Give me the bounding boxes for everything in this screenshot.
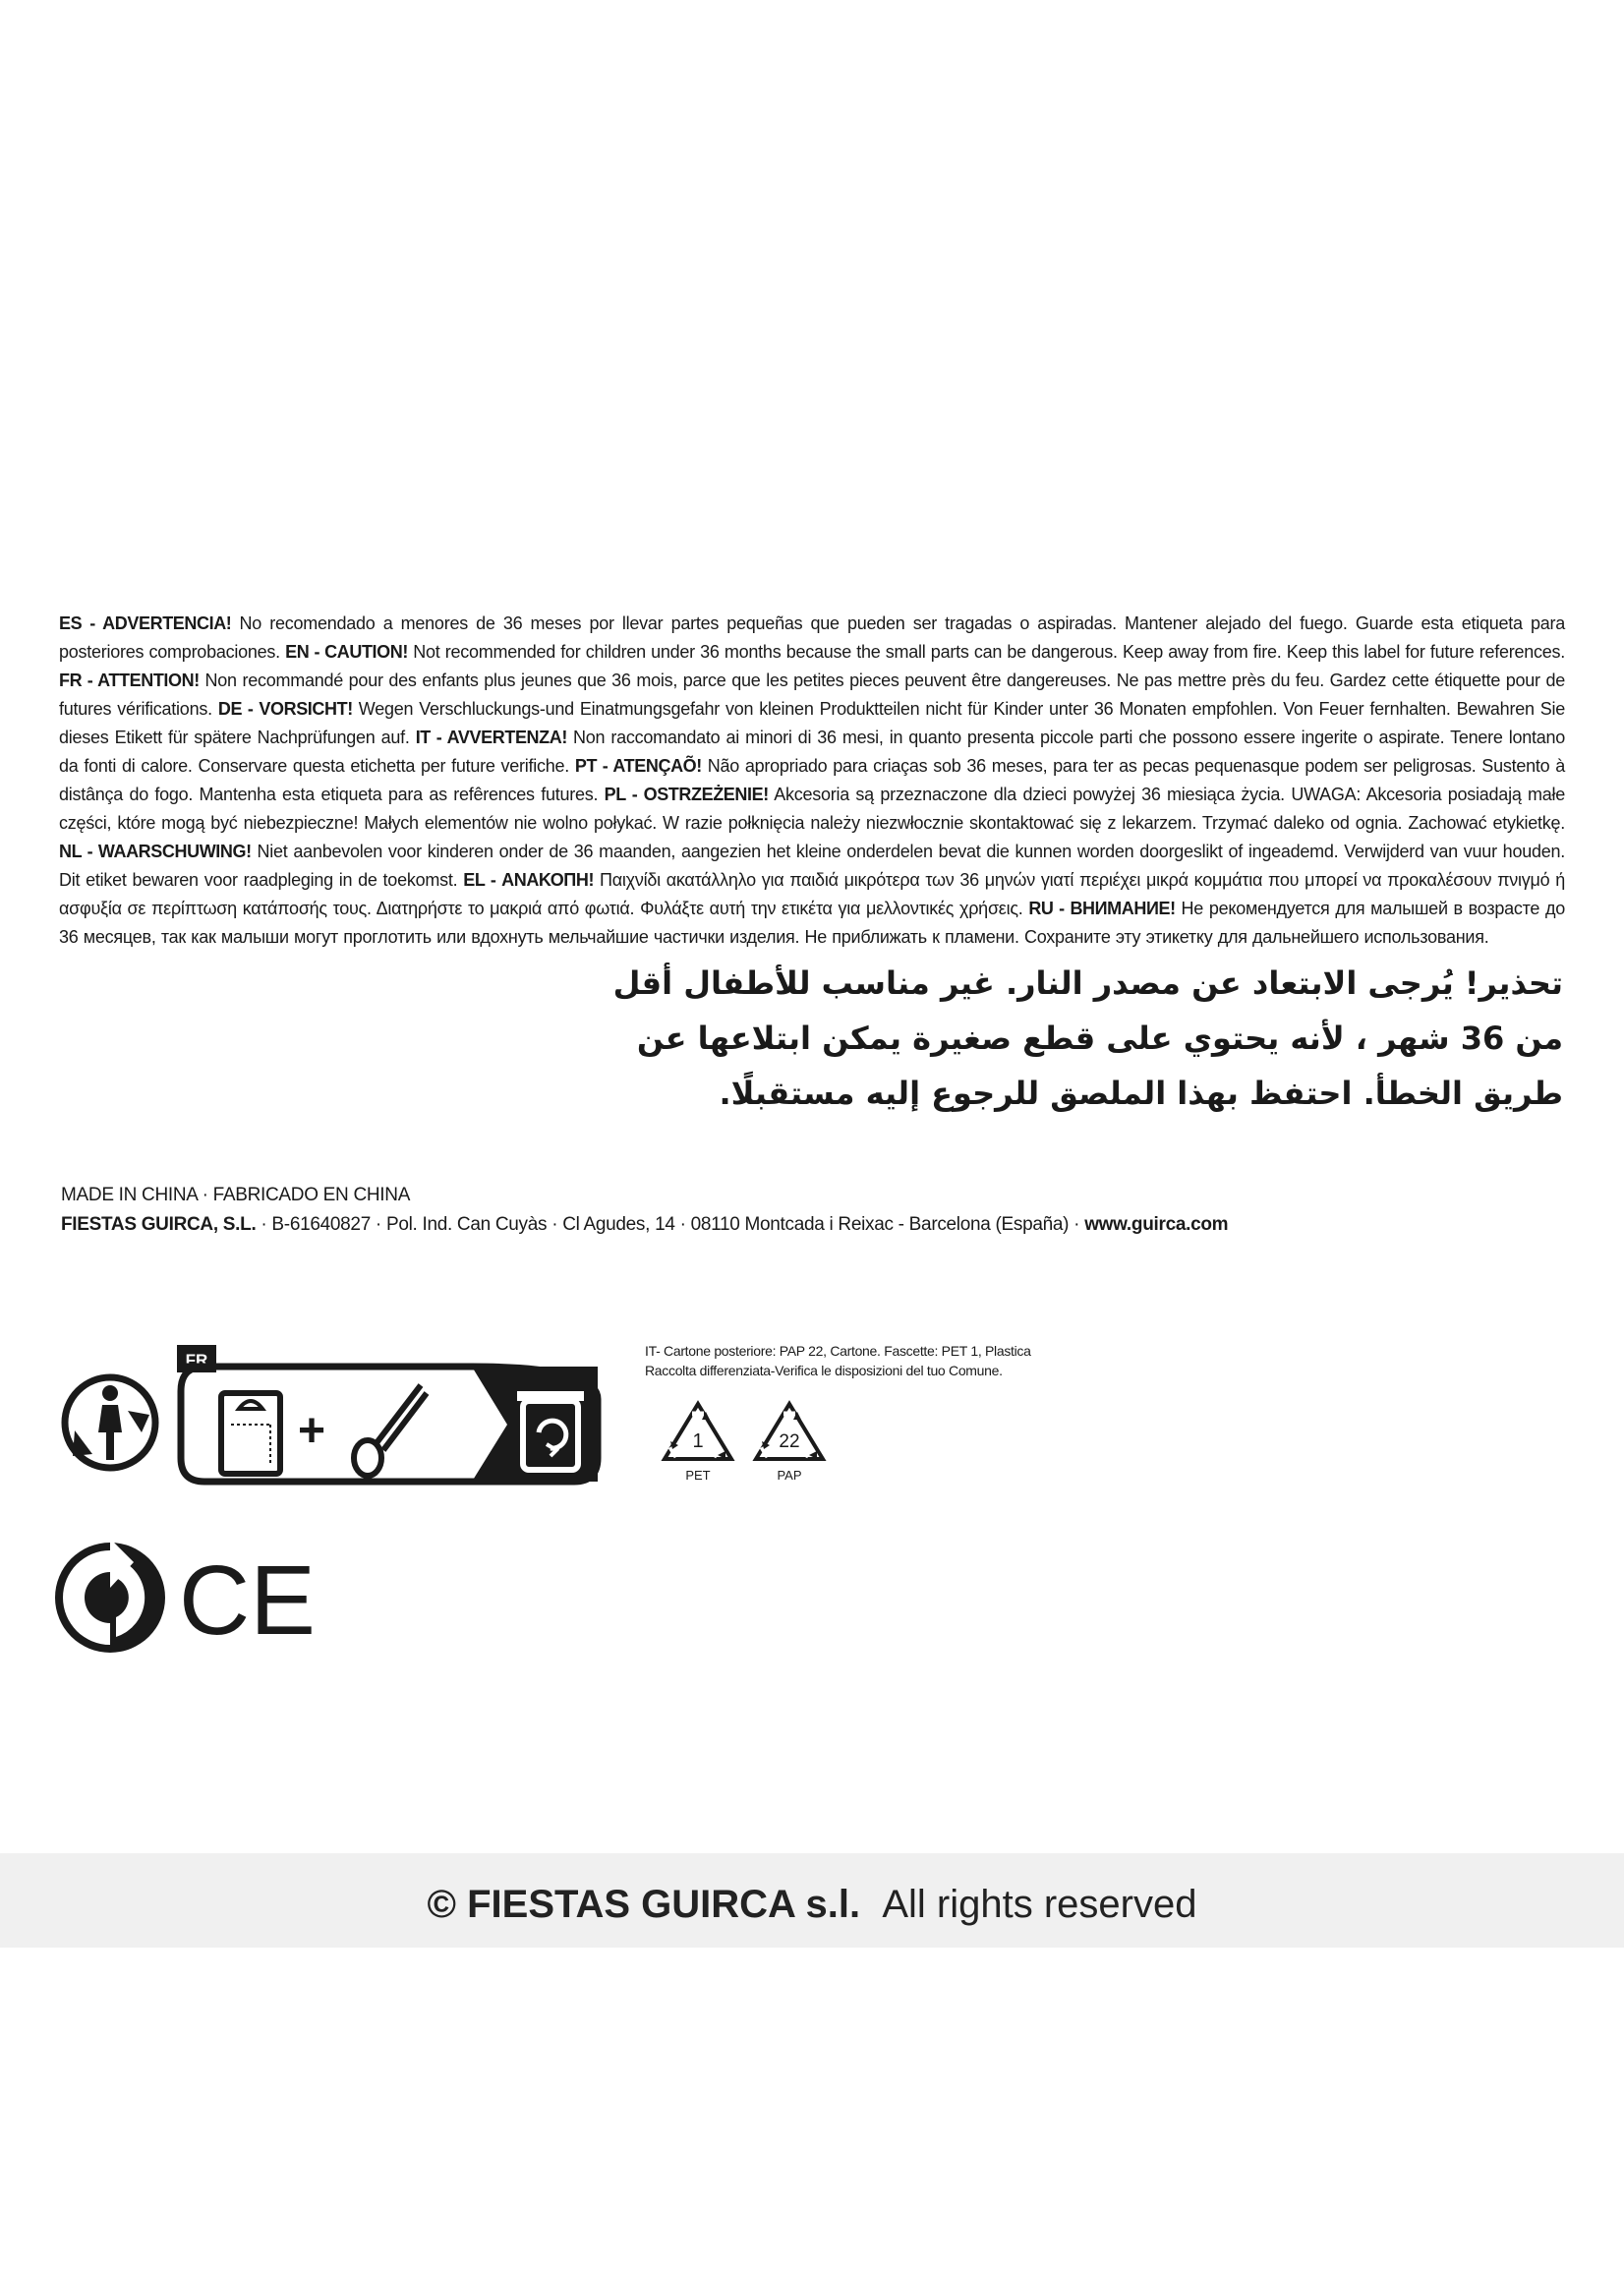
cardboard-card-icon <box>221 1393 280 1474</box>
ce-mark <box>179 1545 316 1656</box>
ric-code-pap: PAP <box>777 1468 802 1483</box>
safety-warnings <box>59 610 1565 952</box>
ric-number-pet: 1 <box>692 1430 704 1452</box>
warning-label-pl: PL - OSTRZEŻENIE! <box>604 785 769 804</box>
green-dot-icon <box>51 1539 169 1657</box>
warning-label-es: ES - ADVERTENCIA! <box>59 613 232 633</box>
warning-label-en: EN - CAUTION! <box>285 642 408 662</box>
elastic-cord-icon <box>354 1385 427 1476</box>
ric-code-pet: PET <box>685 1468 711 1483</box>
warning-text-it: Non raccomandato ai minori di 36 mesi, in quanto presenta piccole parti che possono essere ingerite o aspirate. Tenere lontano da fonti di calore. Conservare questa etichetta per future verifiche. <box>59 728 1565 776</box>
warning-label-ru: RU - ВНИМАНИЕ! <box>1028 899 1176 918</box>
warning-label-pt: PT - ATENÇAÕ! <box>574 756 702 776</box>
italian-recycling-note <box>645 1341 1031 1380</box>
ric-symbol-pap <box>750 1398 829 1487</box>
warning-text-ru: Не рекомендуется для малышей в возрасте до 36 месяцев, так как малыши могут проглотить или вдохнуть мельчайшие частички изделия. Не приближать к пламени. Сохраните эту этикетку для дальнейшего использования. <box>59 899 1566 947</box>
warning-text-nl: Niet aanbevolen voor kinderen onder de 36 maanden, aangezien het kleine onderdelen bevat die kunnen worden doorgeslikt of ingeademd. Verwijderd van vuur houden. Dit etiket bewaren voor raadpleging in de toekomst. <box>59 842 1565 890</box>
label-area <box>59 610 1565 1121</box>
recycle-triangle-icon <box>659 1398 737 1467</box>
ric-number-pap: 22 <box>779 1431 800 1452</box>
triman-recycling-logo <box>59 1342 609 1499</box>
footer <box>0 1853 1624 1948</box>
warning-text-de: Wegen Verschluckungs-und Einatmungsgefahr von kleinen Produktteilen nicht für Kinder unter 36 Monaten empfohlen. Von Feuer fernhalten. Bewahren Sie dieses Etikett für spätere Nachprüfungen auf. <box>59 699 1565 747</box>
footer-copyright <box>0 1883 1624 1927</box>
ce-mark-text: CE <box>179 1545 316 1656</box>
warning-text-el: Παιχνίδι ακατάλληλο για παιδιά μικρότερα των 36 μηνών γιατί περιέχει μικρά κομμάτια που μπορεί να προκαλέσουν πνιγμό ή ασφυξία σε περίπτωση κατάποσής τους. Διατηρήστε το μακριά από φωτιά. Φυλάξτε αυτή την ετικέτα για μελλοντικές χρήσεις. <box>59 870 1566 918</box>
it-note-line-1: IT- Cartone posteriore: PAP 22, Cartone. Fascette: PET 1, Plastica <box>645 1343 1031 1359</box>
warning-text-en: Not recommended for children under 36 months because the small parts can be dangerous. Keep away from fire. Keep this label for future references. <box>407 642 1565 662</box>
arabic-line-1: تحذير! يُرجى الابتعاد عن مصدر النار. غير مناسب للأطفال أقل <box>612 964 1563 1002</box>
recycle-triangle-icon <box>750 1398 829 1467</box>
arabic-line-2: من 36 شهر ، لأنه يحتوي على قطع صغيرة يمكن ابتلاعها عن <box>636 1020 1563 1057</box>
website-link: www.guirca.com <box>1084 1214 1229 1235</box>
footer-rights: All rights reserved <box>882 1883 1197 1926</box>
made-in-label: MADE IN CHINA · FABRICADO EN CHINA <box>61 1185 411 1205</box>
warning-text-pt: Não apropriado para criaças sob 36 meses, para ter as pecas pequenasque podem ser peligrosas. Sustento à distânça do fogo. Mantenha esta etiqueta para as refêrences futures. <box>59 756 1565 804</box>
arabic-line-3: طريق الخطأ. احتفظ بهذا الملصق للرجوع إليه مستقبلًا. <box>719 1075 1563 1112</box>
warning-label-fr: FR - ATTENTION! <box>59 671 200 690</box>
ric-symbol-pet <box>659 1398 737 1487</box>
it-note-line-2: Raccolta differenziata-Verifica le disposizioni del tuo Comune. <box>645 1363 1003 1378</box>
info-tri-banner <box>177 1345 598 1482</box>
triman-icon <box>65 1377 155 1468</box>
arabic-warning <box>59 956 1563 1121</box>
warning-label-el: EL - ΑΝΑΚΟΠΗ! <box>463 870 595 890</box>
address-text: · B-61640827 · Pol. Ind. Can Cuyàs · Cl Agudes, 14 · 08110 Montcada i Reixac - Barcelona (España) · <box>256 1214 1085 1235</box>
warning-text-pl: Akcesoria są przeznaczone dla dzieci powyżej 36 miesiąca życia. UWAGA: Akcesoria posiadają małe części, które mogą być niebezpieczne! Małych elementów nie wolno połykać. W razie połknięcia należy niezwłocznie skontaktować się z lekarzem. Trzymać daleko od ognia. Zachować etykietkę. <box>59 785 1565 833</box>
warning-label-nl: NL - WAARSCHUWING! <box>59 842 252 861</box>
plus-sign: + <box>297 1405 326 1457</box>
warning-text-fr: Non recommandé pour des enfants plus jeunes que 36 mois, parce que les petites pieces peuvent être dangereuses. Ne pas mettre près du feu. Gardez cette étiquette pour de futures vérifications. <box>59 671 1565 719</box>
footer-brand: © FIESTAS GUIRCA s.l. <box>427 1883 861 1926</box>
company-address <box>61 1214 1228 1236</box>
warning-label-de: DE - VORSICHT! <box>217 699 353 719</box>
company-name: FIESTAS GUIRCA, S.L. <box>61 1214 257 1235</box>
warning-label-it: IT - AVVERTENZA! <box>415 728 567 747</box>
warning-text-es: No recomendado a menores de 36 meses por llevar partes pequeñas que pueden ser tragadas o aspiradas. Mantener alejado del fuego. Guarde esta etiqueta para posteriores comprobaciones. <box>59 613 1565 662</box>
triman-country-code: FR <box>185 1351 208 1370</box>
